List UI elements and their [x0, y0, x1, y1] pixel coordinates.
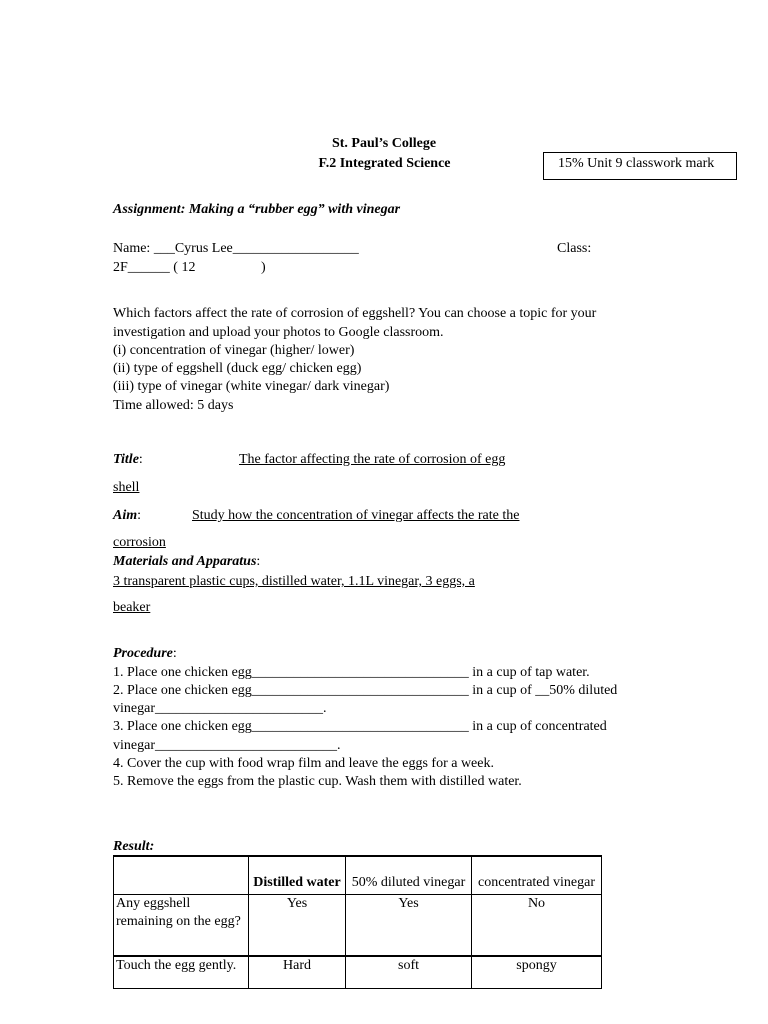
table-row: [114, 956, 602, 988]
course-name: F.2 Integrated Science: [318, 156, 451, 171]
intro-line: (iii) type of vinegar (white vinegar/ dark vinegar): [113, 379, 390, 394]
procedure-step-continued: vinegar__________________________.: [113, 738, 341, 753]
materials-text: 3 transparent plastic cups, distilled water, 1.1L vinegar, 3 eggs, a: [113, 574, 475, 589]
title-colon: :: [138, 452, 143, 467]
aim-label: Aim: [113, 508, 138, 523]
table-header-cell: concentrated vinegar: [472, 856, 602, 894]
student-name-line: Name: ___Cyrus Lee__________________: [113, 241, 359, 256]
table-row: [114, 894, 602, 956]
intro-line: investigation and upload your photos to Google classroom.: [113, 325, 444, 340]
school-name: St. Paul’s College: [331, 136, 437, 151]
title-label: Title: [113, 452, 139, 467]
procedure-step: 2. Place one chicken egg_______________________________ in a cup of __50% diluted: [113, 683, 618, 698]
close-paren: ): [261, 260, 266, 275]
title-label-group: [113, 451, 143, 469]
table-header-cell: 50% diluted vinegar: [346, 856, 472, 894]
procedure-step: 4. Cover the cup with food wrap film and leave the eggs for a week.: [113, 756, 494, 771]
procedure-step: 3. Place one chicken egg_______________________________ in a cup of concentrated: [113, 719, 607, 734]
table-cell: soft: [346, 956, 472, 988]
assignment-title: Assignment: Making a “rubber egg” with vinegar: [113, 202, 401, 217]
table-header-cell: [114, 856, 249, 894]
aim-text-continued: corrosion: [113, 535, 166, 550]
table-header-row: [114, 856, 602, 894]
class-label: Class:: [557, 241, 592, 256]
procedure-step: 5. Remove the eggs from the plastic cup. Wash them with distilled water.: [113, 774, 522, 789]
intro-line: Time allowed: 5 days: [113, 398, 234, 413]
aim-colon: :: [137, 508, 142, 523]
result-label: Result:: [113, 839, 155, 854]
materials-colon: :: [256, 554, 261, 569]
table-cell: Yes: [249, 894, 346, 956]
materials-label-group: [113, 553, 260, 571]
table-cell: Hard: [249, 956, 346, 988]
table-cell: spongy: [472, 956, 602, 988]
procedure-label: Procedure: [113, 646, 173, 661]
title-text-continued: shell: [113, 480, 140, 495]
aim-label-group: [113, 507, 141, 525]
procedure-step: 1. Place one chicken egg_______________________________ in a cup of tap water.: [113, 665, 590, 680]
procedure-colon: :: [172, 646, 177, 661]
table-cell: No: [472, 894, 602, 956]
materials-text-continued: beaker: [113, 600, 151, 615]
intro-line: (i) concentration of vinegar (higher/ lower): [113, 343, 355, 358]
materials-label: Materials and Apparatus: [113, 554, 257, 569]
table-cell: Touch the egg gently.: [114, 956, 249, 988]
mark-box: 15% Unit 9 classwork mark: [543, 152, 737, 180]
title-text: The factor affecting the rate of corrosion of egg: [239, 452, 506, 467]
table-header-cell: Distilled water: [249, 856, 346, 894]
procedure-step-continued: vinegar________________________.: [113, 701, 327, 716]
class-number-line: 2F______ ( 12: [113, 260, 196, 275]
result-table: [113, 855, 602, 989]
table-cell: Any eggshell remaining on the egg?: [114, 894, 249, 956]
intro-line: Which factors affect the rate of corrosion of eggshell? You can choose a topic for your: [113, 306, 597, 321]
procedure-label-group: [113, 645, 177, 663]
table-cell: Yes: [346, 894, 472, 956]
intro-line: (ii) type of eggshell (duck egg/ chicken egg): [113, 361, 362, 376]
aim-text: Study how the concentration of vinegar affects the rate the: [192, 508, 520, 523]
